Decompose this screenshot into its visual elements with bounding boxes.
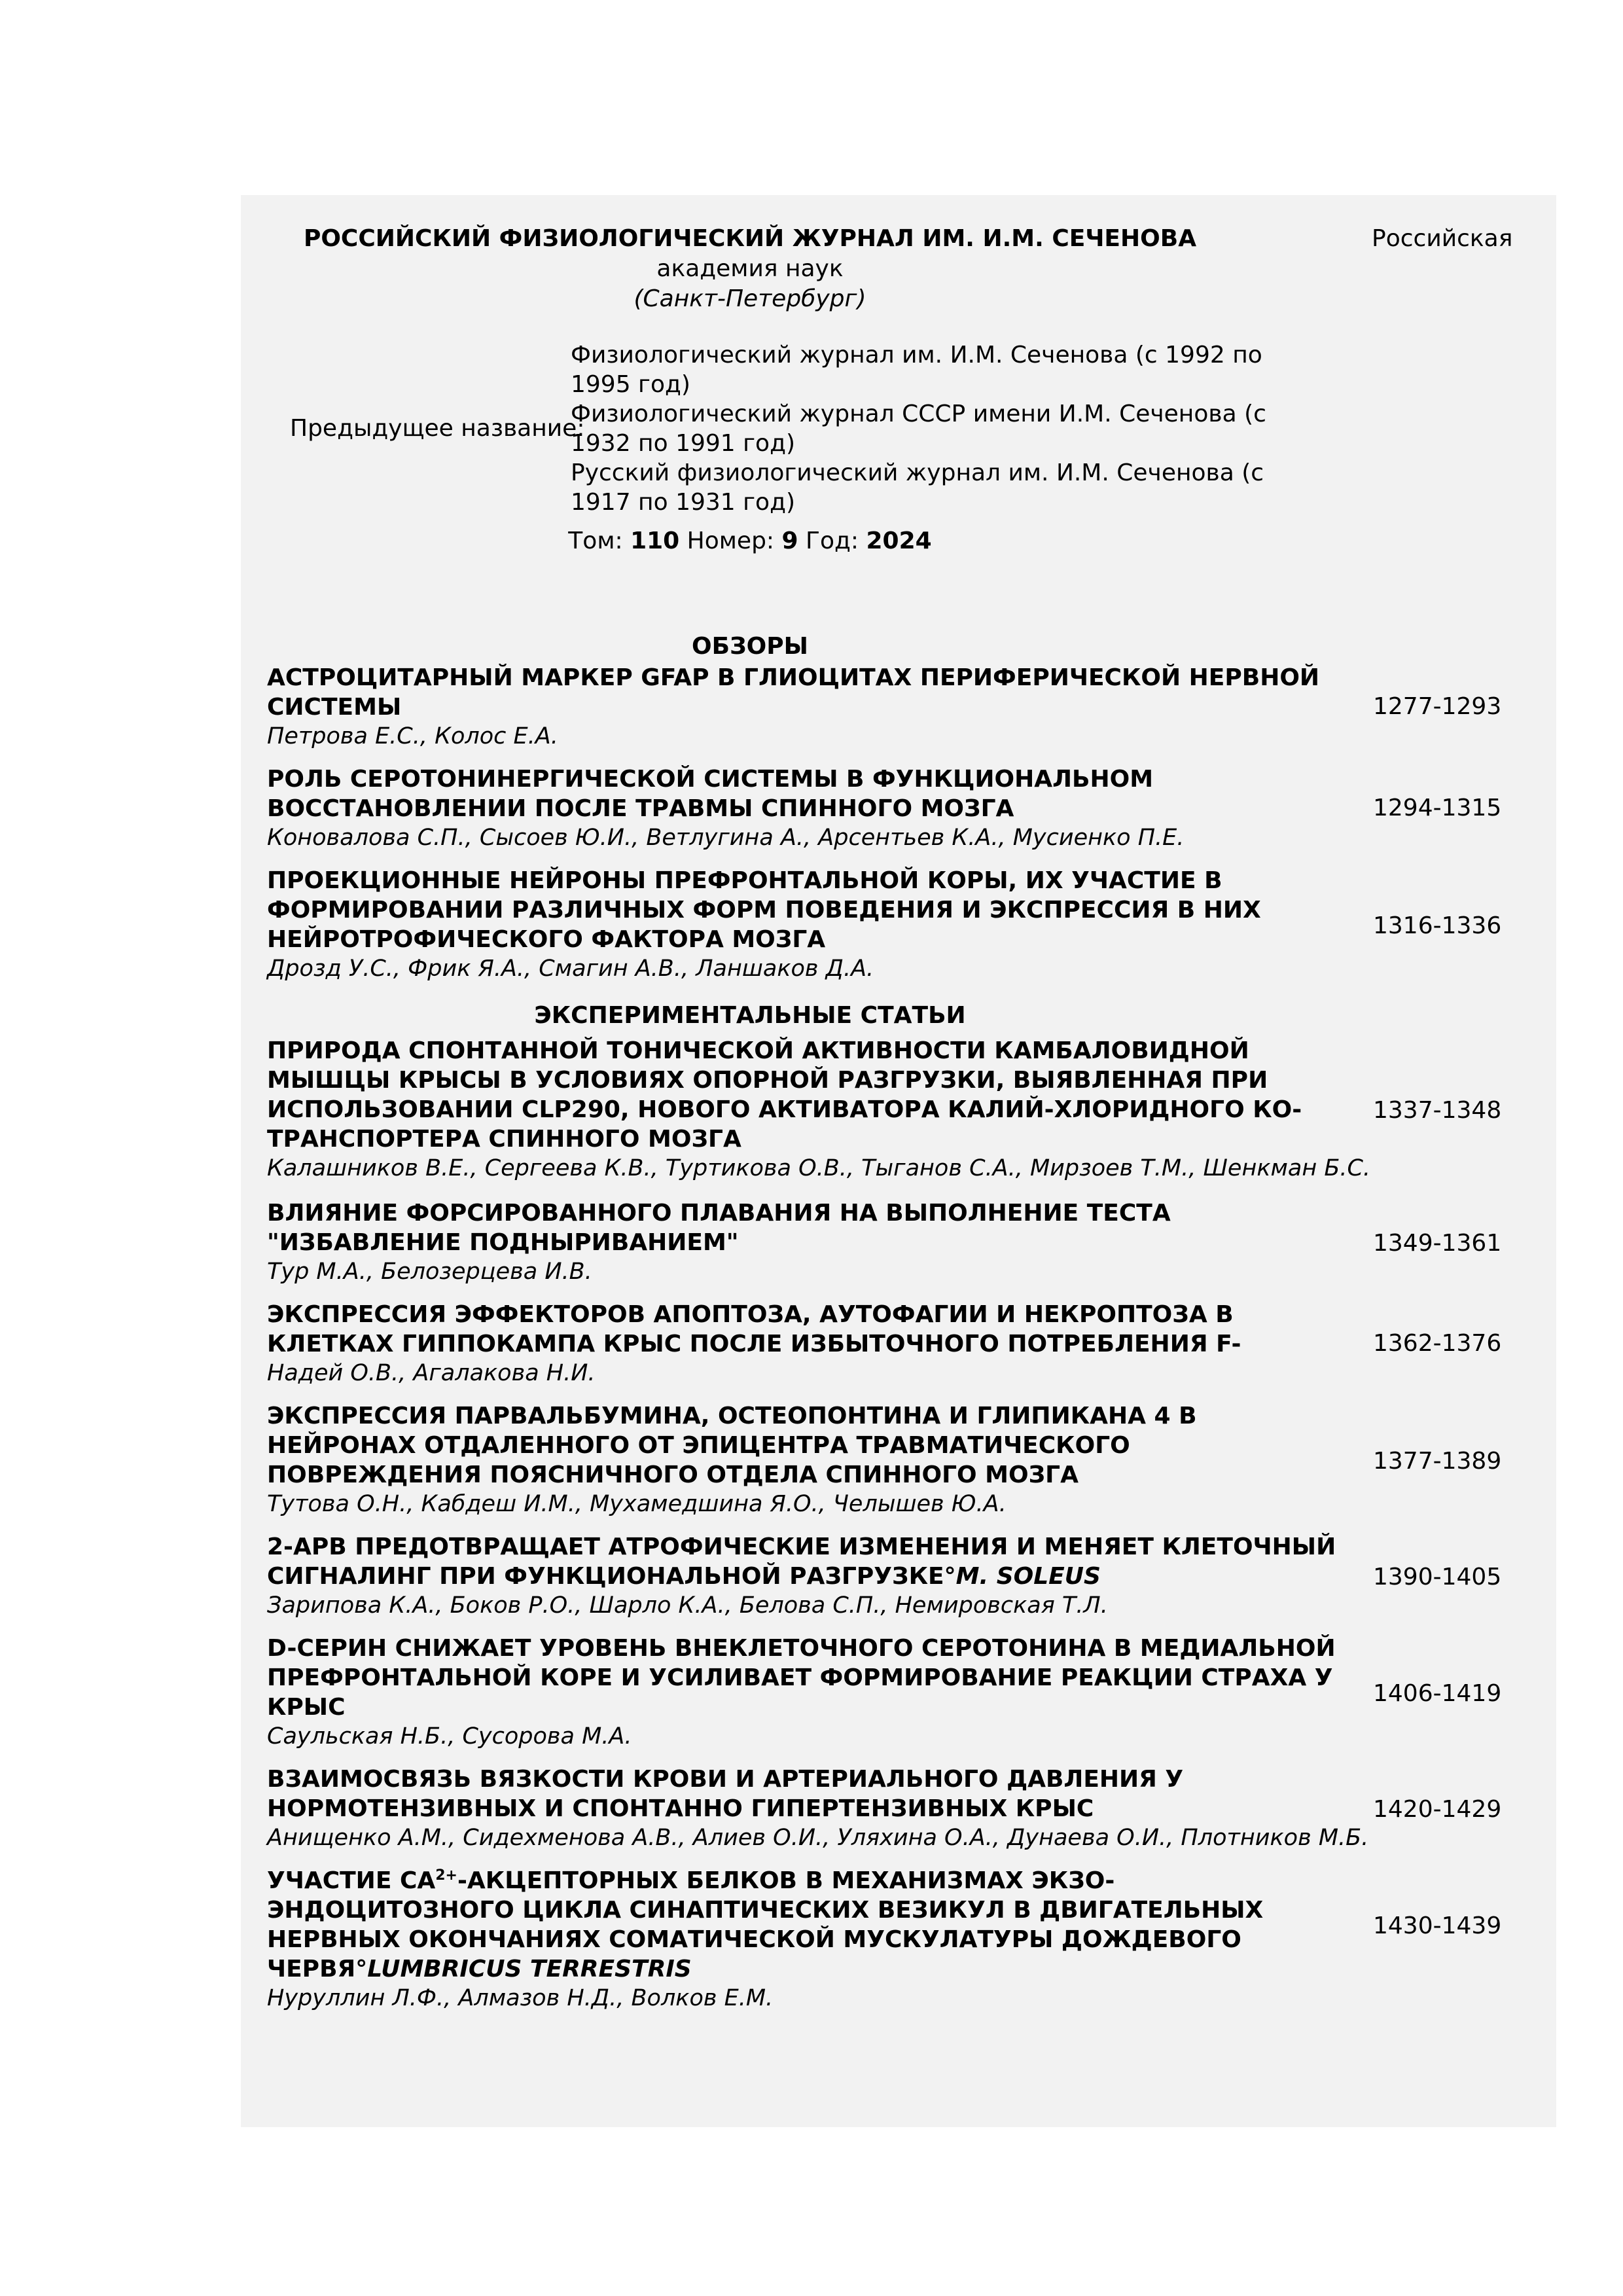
- article-authors: Дрозд У.С., Фрик Я.А., Смагин А.В., Ланшаков Д.А.: [267, 956, 874, 982]
- article-pages: 1430-1439: [1373, 1912, 1502, 1939]
- volume-value[interactable]: 110: [630, 528, 680, 554]
- article-authors: Тур М.А., Белозерцева И.В.: [267, 1259, 592, 1285]
- article-pages: 1420-1429: [1373, 1796, 1502, 1823]
- previous-name-item: Физиологический журнал им. И.М. Сеченова (с 1992 по 1995 год): [571, 342, 1262, 398]
- article-authors: Зарипова К.А., Боков Р.О., Шарло К.А., Белова С.П., Немировская Т.Л.: [267, 1592, 1108, 1619]
- article-title[interactable]: [267, 1532, 1340, 1591]
- article-entry[interactable]: [267, 1634, 1550, 1751]
- article-authors: Тутова О.Н., Кабдеш И.М., Мухамедшина Я.О., Челышев Ю.А.: [267, 1491, 1007, 1517]
- article-title[interactable]: ПРОЕКЦИОННЫЕ НЕЙРОНЫ ПРЕФРОНТАЛЬНОЙ КОРЫ, ИХ УЧАСТИЕ В ФОРМИРОВАНИИ РАЗЛИЧНЫХ ФОРМ ПОВЕДЕНИЯ И ЭКСПРЕССИЯ В НИХ НЕЙРОТРОФИЧЕСКОГО ФАКТОРА МОЗГА: [267, 867, 1261, 953]
- volume-label: Том:: [568, 528, 623, 554]
- article-pages: 1337-1348: [1373, 1097, 1502, 1124]
- article-title[interactable]: АСТРОЦИТАРНЫЙ МАРКЕР GFAP В ГЛИОЦИТАХ ПЕРИФЕРИЧЕСКОЙ НЕРВНОЙ СИСТЕМЫ: [267, 664, 1320, 721]
- previous-name-item: Русский физиологический журнал им. И.М. Сеченова (с 1917 по 1931 год): [571, 459, 1264, 516]
- article-authors: Анищенко А.М., Сидехменова А.В., Алиев О.И., Уляхина О.А., Дунаева О.И., Плотников М.Б.: [267, 1825, 1369, 1851]
- article-title-text-cont: -АКЦЕПТОРНЫХ БЕЛКОВ В МЕХАНИЗМАХ ЭКЗО-ЭНДОЦИТОЗНОГО ЦИКЛА СИНАПТИЧЕСКИХ ВЕЗИКУЛ В ДВИГАТЕЛЬНЫХ НЕРВНЫХ ОКОНЧАНИЯХ СОМАТИЧЕСКОЙ МУСКУЛАТУРЫ ДОЖДЕВОГО ЧЕРВЯ°: [267, 1867, 1264, 1982]
- article-pages: 1349-1361: [1373, 1230, 1502, 1257]
- article-entry[interactable]: [267, 1866, 1550, 2013]
- article-title[interactable]: D-СЕРИН СНИЖАЕТ УРОВЕНЬ ВНЕКЛЕТОЧНОГО СЕРОТОНИНА В МЕДИАЛЬНОЙ ПРЕФРОНТАЛЬНОЙ КОРЕ И УСИЛИВАЕТ ФОРМИРОВАНИЕ РЕАКЦИИ СТРАХА У КРЫС: [267, 1635, 1336, 1721]
- article-title-species: M. SOLEUS: [955, 1563, 1101, 1590]
- year-label: Год:: [806, 528, 859, 554]
- article-entry[interactable]: [267, 1036, 1550, 1183]
- article-authors: Надей О.В., Агалакова Н.И.: [267, 1360, 596, 1386]
- article-entry[interactable]: [267, 1401, 1550, 1519]
- article-pages: 1362-1376: [1373, 1330, 1502, 1357]
- article-title[interactable]: ЭКСПРЕССИЯ ЭФФЕКТОРОВ АПОПТОЗА, АУТОФАГИИ И НЕКРОПТОЗА В КЛЕТКАХ ГИППОКАМПА КРЫС ПОСЛЕ ИЗБЫТОЧНОГО ПОТРЕБЛЕНИЯ F-: [267, 1301, 1241, 1357]
- article-pages: 1294-1315: [1373, 795, 1502, 821]
- article-title[interactable]: РОЛЬ СЕРОТОНИНЕРГИЧЕСКОЙ СИСТЕМЫ В ФУНКЦИОНАЛЬНОМ ВОССТАНОВЛЕНИИ ПОСЛЕ ТРАВМЫ СПИННОГО МОЗГА: [267, 766, 1154, 822]
- article-pages: 1316-1336: [1373, 912, 1502, 939]
- article-title[interactable]: ВЗАИМОСВЯЗЬ ВЯЗКОСТИ КРОВИ И АРТЕРИАЛЬНОГО ДАВЛЕНИЯ У НОРМОТЕНЗИВНЫХ И СПОНТАННО ГИПЕРТЕНЗИВНЫХ КРЫС: [267, 1766, 1184, 1822]
- article-authors: Калашников В.Е., Сергеева К.В., Туртикова О.В., Тыганов С.А., Мирзоев Т.М., Шенкман Б.С.: [267, 1155, 1371, 1181]
- article-entry[interactable]: [267, 1300, 1550, 1388]
- article-pages: 1277-1293: [1373, 693, 1502, 720]
- section-heading-reviews: ОБЗОРЫ: [692, 633, 808, 660]
- publisher-name-part2: академия наук: [656, 255, 844, 282]
- article-pages: 1406-1419: [1373, 1680, 1502, 1707]
- article-entry[interactable]: [267, 1532, 1550, 1621]
- article-title-superscript: 2+: [435, 1867, 457, 1884]
- number-label: Номер:: [687, 528, 775, 554]
- journal-title: РОССИЙСКИЙ ФИЗИОЛОГИЧЕСКИЙ ЖУРНАЛ ИМ. И.М. СЕЧЕНОВА: [303, 225, 1197, 252]
- article-entry[interactable]: [267, 1198, 1550, 1287]
- journal-contents-panel: [241, 195, 1556, 2127]
- previous-names-list: [571, 340, 1310, 517]
- article-title[interactable]: [267, 1866, 1340, 1984]
- previous-name-item: Физиологический журнал СССР имени И.М. Сеченова (с 1932 по 1991 год): [571, 401, 1266, 457]
- article-title-text: УЧАСТИЕ CA: [267, 1867, 436, 1894]
- publisher-name-part1: Российская: [1372, 225, 1513, 252]
- article-pages: 1390-1405: [1373, 1564, 1502, 1590]
- article-authors: Нуруллин Л.Ф., Алмазов Н.Д., Волков Е.М.: [267, 1985, 774, 2011]
- section-heading-experimental: ЭКСПЕРИМЕНТАЛЬНЫЕ СТАТЬИ: [534, 1002, 966, 1029]
- issue-info: [300, 527, 1200, 556]
- article-authors: Петрова Е.С., Колос Е.А.: [267, 723, 558, 749]
- article-title-species: LUMBRICUS TERRESTRIS: [367, 1956, 692, 1982]
- article-entry[interactable]: [267, 1765, 1550, 1853]
- article-title[interactable]: ВЛИЯНИЕ ФОРСИРОВАННОГО ПЛАВАНИЯ НА ВЫПОЛНЕНИЕ ТЕСТА "ИЗБАВЛЕНИЕ ПОДНЫРИВАНИЕМ": [267, 1200, 1171, 1256]
- article-title-text: 2-APB ПРЕДОТВРАЩАЕТ АТРОФИЧЕСКИЕ ИЗМЕНЕНИЯ И МЕНЯЕТ КЛЕТОЧНЫЙ СИГНАЛИНГ ПРИ ФУНКЦИОНАЛЬНОЙ РАЗГРУЗКЕ°: [267, 1534, 1336, 1590]
- number-value[interactable]: 9: [781, 528, 798, 554]
- article-title[interactable]: ЭКСПРЕССИЯ ПАРВАЛЬБУМИНА, ОСТЕОПОНТИНА И ГЛИПИКАНА 4 В НЕЙРОНАХ ОТДАЛЕННОГО ОТ ЭПИЦЕНТРА ТРАВМАТИЧЕСКОГО ПОВРЕЖДЕНИЯ ПОЯСНИЧНОГО ОТДЕЛА СПИННОГО МОЗГА: [267, 1403, 1197, 1488]
- publisher-city: (Санкт-Петербург): [633, 285, 866, 312]
- article-pages: 1377-1389: [1373, 1448, 1502, 1475]
- article-title[interactable]: ПРИРОДА СПОНТАННОЙ ТОНИЧЕСКОЙ АКТИВНОСТИ КАМБАЛОВИДНОЙ МЫШЦЫ КРЫСЫ В УСЛОВИЯХ ОПОРНОЙ РАЗГРУЗКИ, ВЫЯВЛЕННАЯ ПРИ ИСПОЛЬЗОВАНИИ CLP290, НОВОГО АКТИВАТОРА КАЛИЙ-ХЛОРИДНОГО КО-ТРАНСПОРТЕРА СПИННОГО МОЗГА: [267, 1037, 1302, 1153]
- article-entry[interactable]: [267, 866, 1550, 984]
- article-entry[interactable]: [267, 764, 1550, 853]
- article-authors: Коновалова С.П., Сысоев Ю.И., Ветлугина А., Арсентьев К.А., Мусиенко П.Е.: [267, 825, 1185, 851]
- article-entry[interactable]: [267, 663, 1550, 751]
- previous-name-label: Предыдущее название:: [290, 415, 585, 442]
- year-value[interactable]: 2024: [866, 528, 932, 554]
- article-authors: Саульская Н.Б., Сусорова М.А.: [267, 1723, 632, 1749]
